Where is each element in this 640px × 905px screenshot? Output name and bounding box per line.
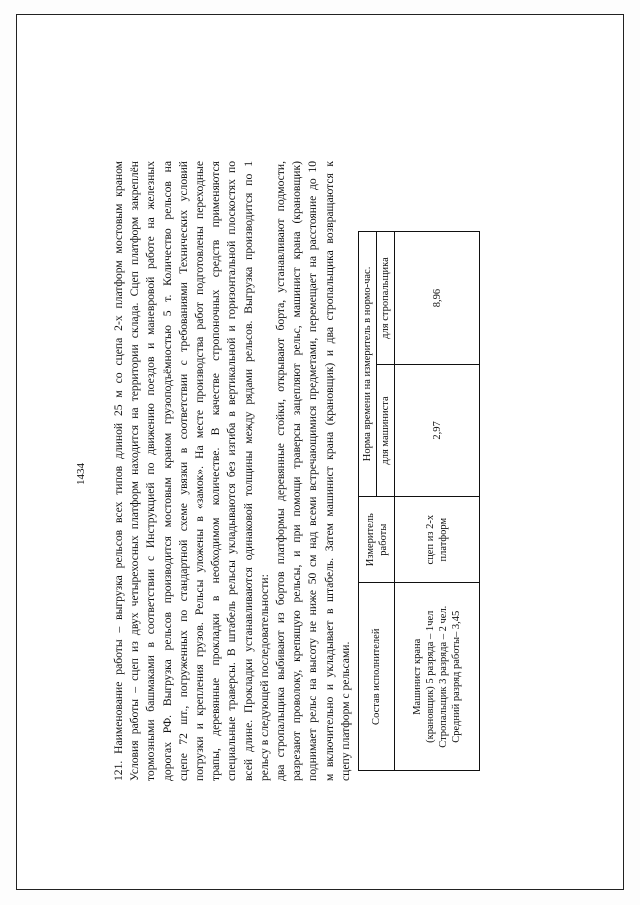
text-line: всей длине. Прокладки устанавливаются одинаковой толщины между рядами рельсов. Выгрузка производится по 1 [241, 161, 255, 781]
unit-line: платформ [438, 517, 450, 562]
text-line: погрузки и крепления грузов. Рельсы уложены в «замок». На месте производства работ подготовлены переходные [193, 161, 207, 781]
table-header-row [359, 232, 377, 771]
page-number: 1434 [75, 463, 87, 485]
header-unit: Измеритель работы [359, 496, 395, 583]
performers-line: Стропальщик 3 разряда – 2 чел. [438, 605, 450, 748]
performers-line: Машинист крана [412, 638, 424, 715]
cell-norm-slinger: 8,96 [395, 232, 480, 365]
task-description [111, 161, 354, 781]
rotated-content [111, 161, 480, 781]
text-line: рельсу в следующей последовательности: [257, 574, 271, 781]
performers-line: Средний разряд работы– 3,45 [451, 610, 463, 743]
text-line: тормозными башмаками в соответствии с Инструкцией по движению поездов и маневровой работе на железных [144, 161, 158, 781]
text-line: сцепе 72 шт., погруженных по стандартной схеме увязки в соответствии с требованиями Технических условий [176, 161, 190, 781]
header-norm-driver: для машиниста [377, 365, 395, 497]
header-norm-slinger: для стропальщика [377, 232, 395, 365]
text-line: поднимает рельс на высоту не ниже 50 см над всеми встречающимися предметами, перемещает на расстояние до 10 [306, 161, 320, 781]
page-sheet [16, 14, 624, 890]
text-line: м включительно и укладывает в штабель. Затем машинист крана (крановщик) и два стропальщика возвращаются к [322, 161, 336, 781]
text-line: дорогах РФ. Выгрузка рельсов производится мостовым краном грузоподъёмностью 5 т. Количество рельсов на [160, 161, 174, 781]
text-line: два стропальщика выбивают из бортов платформы деревянные стойки, открывают борта, устанавливают подмости, [274, 161, 288, 781]
cell-performers [395, 583, 480, 771]
text-line: 121. Наименование работы – выгрузка рельсов всех типов длиной 25 м со сцепа 2-х платформ мостовым краном [112, 161, 125, 781]
header-norm-group: Норма времени на измеритель в нормо-час. [359, 232, 377, 497]
text-line: специальные траверсы. В штабель рельсы укладываются без изгиба в вертикальной и горизонтальной плоскостях по [225, 161, 239, 781]
text-line: Условия работы – сцеп из двух четырехосных платформ находится на территории склада. Сцеп платформ закреплён [128, 161, 142, 781]
time-norm-table [358, 231, 480, 771]
text-line: трапы, деревянные прокладки в необходимом количестве. В качестве стропоночных средств применяются [209, 161, 223, 781]
performers-line: (крановщик) 5 разряда – 1чел [425, 610, 437, 743]
unit-line: сцеп из 2-х [425, 514, 437, 565]
text-line: сцепу платформ с рельсами. [338, 641, 352, 781]
table-row [395, 232, 480, 771]
cell-unit [395, 496, 480, 583]
cell-norm-driver: 2,97 [395, 365, 480, 497]
text-line: разрезают проволоку, крепящую рельсы, и при помощи траверсы зацепляют рельс, машинист крана (крановщик) [290, 161, 304, 781]
header-performers: Состав исполнителей [359, 583, 395, 771]
